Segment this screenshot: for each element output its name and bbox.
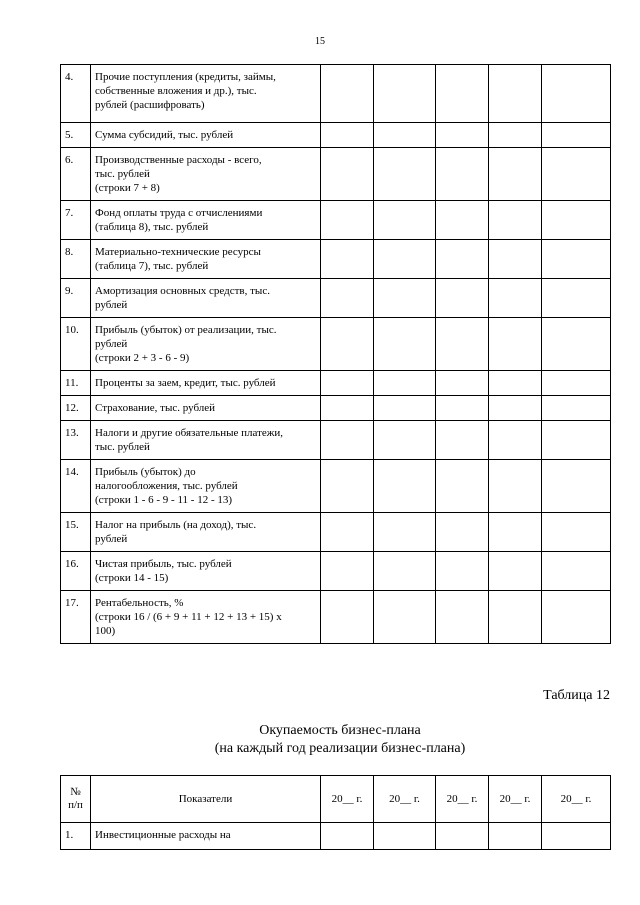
- value-cell: [542, 421, 611, 460]
- value-cell: [542, 460, 611, 513]
- value-cell: [321, 65, 374, 123]
- value-cell: [436, 396, 489, 421]
- value-cell: [542, 148, 611, 201]
- value-cell: [436, 823, 489, 850]
- header-number: № п/п: [61, 776, 91, 823]
- row-indicator: Инвестиционные расходы на: [91, 823, 321, 850]
- row-indicator: Прибыль (убыток) до налогообложения, тыс. рублей (строки 1 - 6 - 9 - 11 - 12 - 13): [91, 460, 321, 513]
- table-row: [61, 65, 611, 123]
- table-title: [0, 722, 640, 758]
- table-row: [61, 201, 611, 240]
- value-cell: [542, 552, 611, 591]
- page-number: 15: [315, 36, 325, 47]
- table-row: [61, 513, 611, 552]
- value-cell: [374, 823, 436, 850]
- value-cell: [374, 460, 436, 513]
- value-cell: [321, 123, 374, 148]
- row-number: 1.: [61, 823, 91, 850]
- header-year: 20__ г.: [321, 776, 374, 823]
- value-cell: [542, 279, 611, 318]
- row-indicator: Рентабельность, % (строки 16 / (6 + 9 + 11 + 12 + 13 + 15) x 100): [91, 591, 321, 644]
- value-cell: [321, 371, 374, 396]
- table-row: [61, 552, 611, 591]
- value-cell: [489, 65, 542, 123]
- row-number: 17.: [61, 591, 91, 644]
- header-year: 20__ г.: [436, 776, 489, 823]
- value-cell: [374, 123, 436, 148]
- value-cell: [489, 318, 542, 371]
- value-cell: [374, 591, 436, 644]
- row-indicator: Сумма субсидий, тыс. рублей: [91, 123, 321, 148]
- value-cell: [374, 279, 436, 318]
- table-row: [61, 371, 611, 396]
- table-row: [61, 318, 611, 371]
- value-cell: [542, 201, 611, 240]
- table-row: [61, 240, 611, 279]
- value-cell: [489, 513, 542, 552]
- value-cell: [489, 240, 542, 279]
- value-cell: [542, 823, 611, 850]
- value-cell: [321, 279, 374, 318]
- header-indicators: Показатели: [91, 776, 321, 823]
- value-cell: [489, 201, 542, 240]
- row-number: 6.: [61, 148, 91, 201]
- value-cell: [542, 396, 611, 421]
- header-year: 20__ г.: [374, 776, 436, 823]
- row-indicator: Прибыль (убыток) от реализации, тыс. рублей (строки 2 + 3 - 6 - 9): [91, 318, 321, 371]
- value-cell: [489, 279, 542, 318]
- row-number: 9.: [61, 279, 91, 318]
- value-cell: [542, 318, 611, 371]
- row-number: 11.: [61, 371, 91, 396]
- table-subtitle-line: (на каждый год реализации бизнес-плана): [214, 741, 466, 756]
- value-cell: [321, 396, 374, 421]
- financial-results-table: [60, 64, 611, 644]
- row-number: 12.: [61, 396, 91, 421]
- table-row: [61, 123, 611, 148]
- value-cell: [321, 513, 374, 552]
- value-cell: [436, 552, 489, 591]
- value-cell: [321, 240, 374, 279]
- value-cell: [436, 371, 489, 396]
- table-row: [61, 823, 611, 850]
- value-cell: [374, 240, 436, 279]
- value-cell: [374, 552, 436, 591]
- value-cell: [436, 65, 489, 123]
- value-cell: [321, 421, 374, 460]
- table-caption: Таблица 12: [543, 688, 610, 703]
- row-indicator: Страхование, тыс. рублей: [91, 396, 321, 421]
- value-cell: [436, 318, 489, 371]
- table-row: [61, 148, 611, 201]
- row-indicator: Проценты за заем, кредит, тыс. рублей: [91, 371, 321, 396]
- value-cell: [374, 201, 436, 240]
- value-cell: [542, 240, 611, 279]
- value-cell: [542, 591, 611, 644]
- value-cell: [374, 148, 436, 201]
- value-cell: [489, 552, 542, 591]
- value-cell: [436, 279, 489, 318]
- table-row: [61, 279, 611, 318]
- table-row: [61, 460, 611, 513]
- row-indicator: Налог на прибыль (на доход), тыс. рублей: [91, 513, 321, 552]
- value-cell: [374, 513, 436, 552]
- value-cell: [436, 240, 489, 279]
- row-indicator: Производственные расходы - всего, тыс. рублей (строки 7 + 8): [91, 148, 321, 201]
- value-cell: [436, 421, 489, 460]
- value-cell: [542, 371, 611, 396]
- row-indicator: Прочие поступления (кредиты, займы, собственные вложения и др.), тыс. рублей (расшифровать): [91, 65, 321, 123]
- value-cell: [436, 591, 489, 644]
- payback-table: [60, 775, 611, 850]
- value-cell: [321, 148, 374, 201]
- table-row: [61, 396, 611, 421]
- row-indicator: Чистая прибыль, тыс. рублей (строки 14 - 15): [91, 552, 321, 591]
- value-cell: [542, 513, 611, 552]
- row-indicator: Налоги и другие обязательные платежи, тыс. рублей: [91, 421, 321, 460]
- row-number: 10.: [61, 318, 91, 371]
- value-cell: [542, 65, 611, 123]
- value-cell: [489, 371, 542, 396]
- value-cell: [489, 460, 542, 513]
- value-cell: [374, 65, 436, 123]
- value-cell: [489, 148, 542, 201]
- row-indicator: Амортизация основных средств, тыс. рублей: [91, 279, 321, 318]
- value-cell: [489, 396, 542, 421]
- value-cell: [321, 823, 374, 850]
- header-row: [61, 776, 611, 823]
- value-cell: [374, 318, 436, 371]
- table-row: [61, 421, 611, 460]
- table-row: [61, 591, 611, 644]
- table-title-line: Окупаемость бизнес-плана: [259, 723, 421, 738]
- value-cell: [374, 421, 436, 460]
- value-cell: [374, 371, 436, 396]
- row-number: 16.: [61, 552, 91, 591]
- value-cell: [436, 123, 489, 148]
- value-cell: [321, 591, 374, 644]
- row-number: 15.: [61, 513, 91, 552]
- value-cell: [321, 201, 374, 240]
- row-number: 5.: [61, 123, 91, 148]
- value-cell: [321, 318, 374, 371]
- value-cell: [436, 148, 489, 201]
- value-cell: [489, 421, 542, 460]
- value-cell: [542, 123, 611, 148]
- value-cell: [436, 460, 489, 513]
- row-indicator: Материально-технические ресурсы (таблица 7), тыс. рублей: [91, 240, 321, 279]
- row-indicator: Фонд оплаты труда с отчислениями (таблица 8), тыс. рублей: [91, 201, 321, 240]
- value-cell: [489, 823, 542, 850]
- row-number: 14.: [61, 460, 91, 513]
- row-number: 4.: [61, 65, 91, 123]
- row-number: 13.: [61, 421, 91, 460]
- value-cell: [321, 552, 374, 591]
- row-number: 8.: [61, 240, 91, 279]
- header-year: 20__ г.: [542, 776, 611, 823]
- value-cell: [374, 396, 436, 421]
- value-cell: [321, 460, 374, 513]
- value-cell: [436, 201, 489, 240]
- value-cell: [436, 513, 489, 552]
- value-cell: [489, 591, 542, 644]
- value-cell: [489, 123, 542, 148]
- header-year: 20__ г.: [489, 776, 542, 823]
- row-number: 7.: [61, 201, 91, 240]
